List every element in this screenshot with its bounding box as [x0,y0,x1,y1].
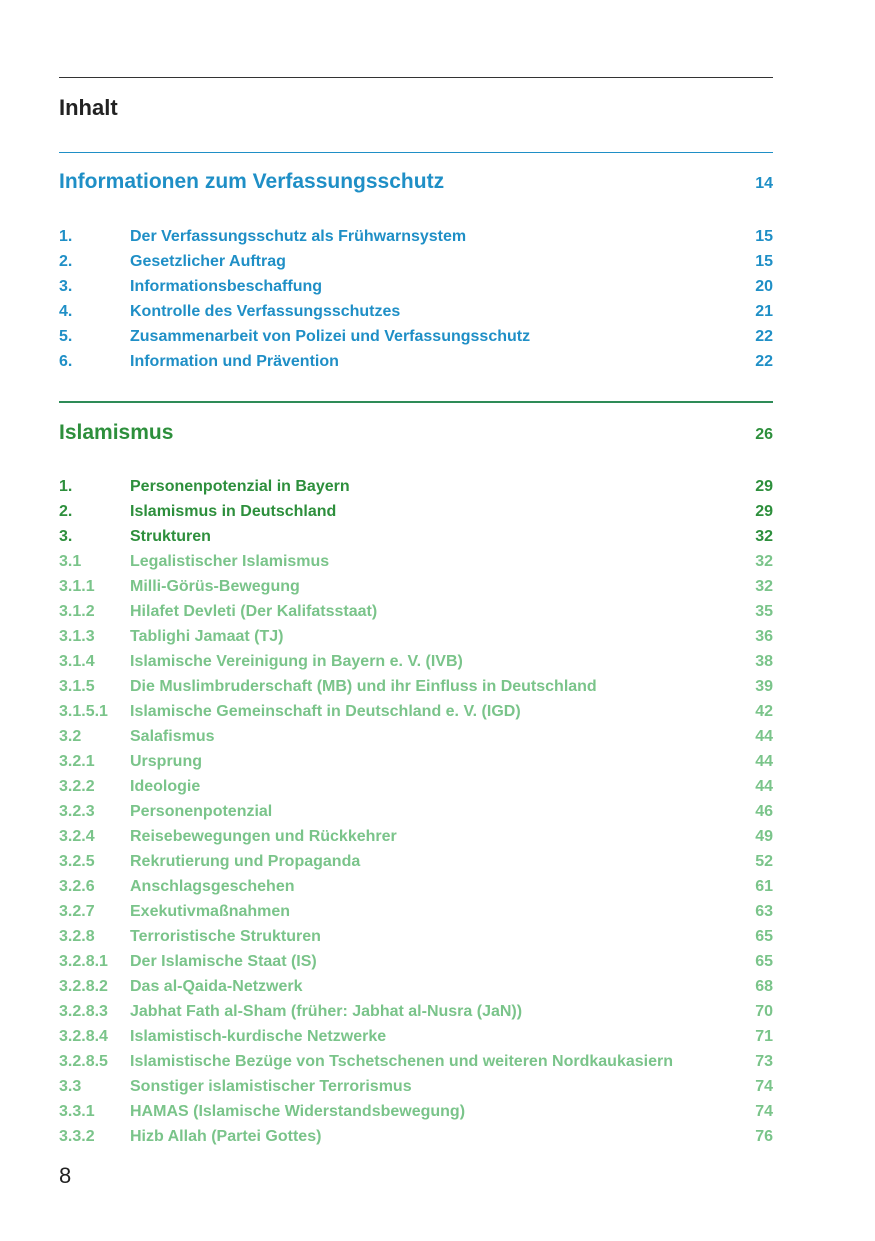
entry-page: 32 [755,577,773,595]
entry-label: Das al-Qaida-Netzwerk [130,977,303,995]
entry-number: 2. [59,252,73,270]
entry-page: 74 [755,1102,773,1120]
entry-label: HAMAS (Islamische Widerstandsbewegung) [130,1102,466,1120]
entry-number: 3.2.8.2 [59,977,108,995]
entry-page: 46 [755,802,773,820]
entry-page: 44 [755,752,773,770]
toc-entry[interactable] [59,574,773,599]
toc-entry[interactable] [59,1124,773,1149]
entry-page: 42 [755,702,773,720]
toc-entry[interactable] [59,849,773,874]
toc-entry[interactable] [59,324,773,349]
section2-entries [59,474,773,1149]
entry-page: 74 [755,1077,773,1095]
entry-label: Jabhat Fath al-Sham (früher: Jabhat al-Nusra (JaN)) [130,1002,523,1020]
page-title: Inhalt [59,95,118,120]
entry-number: 3.3 [59,1077,82,1095]
entry-page: 32 [755,552,773,570]
entry-number: 3.2.8.1 [59,952,108,970]
section2-page: 26 [755,426,773,443]
toc-entry[interactable] [59,874,773,899]
entry-label: Islamismus in Deutschland [130,502,337,520]
toc-entry[interactable] [59,899,773,924]
entry-page: 39 [755,677,773,695]
entry-label: Information und Prävention [130,352,339,370]
entry-number: 3.1.4 [59,652,95,670]
section1-title: Informationen zum Verfassungsschutz [59,170,445,193]
entry-label: Milli-Görüs-Bewegung [130,577,300,595]
toc-entry[interactable] [59,749,773,774]
entry-label: Tablighi Jamaat (TJ) [130,627,284,645]
top-rule [59,77,773,78]
entry-page: 73 [755,1052,773,1070]
page-number: 8 [59,1163,72,1188]
entry-number: 3.1 [59,552,82,570]
toc-entry[interactable] [59,774,773,799]
toc-entry[interactable] [59,724,773,749]
entry-number: 5. [59,327,73,345]
entry-number: 3.1.5.1 [59,702,108,720]
toc-entry[interactable] [59,249,773,274]
entry-number: 3.2.5 [59,852,95,870]
toc-entry[interactable] [59,599,773,624]
entry-label: Islamistische Bezüge von Tschetschenen und weiteren Nordkaukasiern [130,1052,673,1070]
entry-label: Ideologie [130,777,201,795]
toc-entry[interactable] [59,624,773,649]
entry-page: 61 [755,877,773,895]
entry-number: 1. [59,227,73,245]
entry-page: 49 [755,827,773,845]
entry-page: 65 [755,952,773,970]
entry-page: 44 [755,727,773,745]
entry-number: 3.2.3 [59,802,95,820]
toc-entry[interactable] [59,649,773,674]
section2-header [59,421,773,445]
entry-page: 15 [755,252,773,270]
entry-number: 6. [59,352,73,370]
toc-entry[interactable] [59,1074,773,1099]
toc-entry[interactable] [59,799,773,824]
entry-number: 3.2.8 [59,927,95,945]
entry-page: 76 [755,1127,773,1145]
entry-label: Islamische Vereinigung in Bayern e. V. (IVB) [130,652,463,670]
entry-label: Personenpotenzial [130,802,273,820]
entry-number: 3.1.3 [59,627,95,645]
entry-number: 3.2.8.5 [59,1052,108,1070]
entry-number: 3.2.7 [59,902,95,920]
entry-page: 65 [755,927,773,945]
entry-page: 15 [755,227,773,245]
toc-entry[interactable] [59,924,773,949]
toc-entry[interactable] [59,1024,773,1049]
entry-label: Islamistisch-kurdische Netzwerke [130,1027,387,1045]
entry-label: Exekutivmaßnahmen [130,902,291,920]
entry-label: Informationsbeschaffung [130,277,323,295]
toc-entry[interactable] [59,474,773,499]
entry-page: 52 [755,852,773,870]
entry-page: 36 [755,627,773,645]
entry-page: 29 [755,502,773,520]
entry-page: 71 [755,1027,773,1045]
toc-entry[interactable] [59,299,773,324]
entry-label: Kontrolle des Verfassungsschutzes [130,302,401,320]
toc-entry[interactable] [59,499,773,524]
entry-number: 3.1.2 [59,602,95,620]
entry-page: 70 [755,1002,773,1020]
entry-label: Anschlagsgeschehen [130,877,295,895]
toc-entry[interactable] [59,1049,773,1074]
toc-entry[interactable] [59,274,773,299]
toc-entry[interactable] [59,824,773,849]
entry-number: 3.3.1 [59,1102,95,1120]
toc-entry[interactable] [59,999,773,1024]
entry-number: 3.2.2 [59,777,95,795]
toc-entry[interactable] [59,949,773,974]
entry-page: 38 [755,652,773,670]
toc-entry[interactable] [59,549,773,574]
entry-page: 68 [755,977,773,995]
entry-label: Ursprung [130,752,202,770]
section1-rule [59,152,773,153]
entry-label: Die Muslimbruderschaft (MB) und ihr Einfluss in Deutschland [130,677,597,695]
toc-entry[interactable] [59,224,773,249]
entry-label: Legalistischer Islamismus [130,552,330,570]
toc-entry[interactable] [59,524,773,549]
entry-number: 3. [59,277,73,295]
entry-number: 3.2 [59,727,82,745]
section1-entries [59,224,773,374]
entry-number: 3.1.5 [59,677,95,695]
entry-number: 3.2.8.3 [59,1002,108,1020]
entry-number: 2. [59,502,73,520]
entry-label: Strukturen [130,527,211,545]
entry-label: Reisebewegungen und Rückkehrer [130,827,397,845]
section2-rule [59,401,773,403]
entry-page: 35 [755,602,773,620]
entry-page: 29 [755,477,773,495]
entry-page: 44 [755,777,773,795]
entry-number: 3.2.1 [59,752,95,770]
entry-label: Salafismus [130,727,215,745]
entry-label: Gesetzlicher Auftrag [130,252,286,270]
entry-number: 3.1.1 [59,577,95,595]
entry-label: Sonstiger islamistischer Terrorismus [130,1077,412,1095]
entry-label: Zusammenarbeit von Polizei und Verfassungsschutz [130,327,531,345]
entry-page: 22 [755,352,773,370]
entry-label: Hizb Allah (Partei Gottes) [130,1127,322,1145]
section1-page: 14 [755,175,773,192]
section2-title: Islamismus [59,421,174,444]
section1-header [59,170,773,194]
entry-label: Islamische Gemeinschaft in Deutschland e. V. (IGD) [130,702,521,720]
entry-label: Der Verfassungsschutz als Frühwarnsystem [130,227,467,245]
toc-entry[interactable] [59,349,773,374]
entry-number: 3.2.6 [59,877,95,895]
entry-page: 21 [755,302,773,320]
entry-page: 20 [755,277,773,295]
entry-page: 32 [755,527,773,545]
entry-label: Terroristische Strukturen [130,927,321,945]
entry-page: 22 [755,327,773,345]
entry-number: 3.2.8.4 [59,1027,108,1045]
entry-number: 3. [59,527,73,545]
entry-label: Der Islamische Staat (IS) [130,952,317,970]
entry-label: Personenpotenzial in Bayern [130,477,350,495]
toc-entry[interactable] [59,1099,773,1124]
entry-number: 3.3.2 [59,1127,95,1145]
entry-page: 63 [755,902,773,920]
entry-label: Hilafet Devleti (Der Kalifatsstaat) [130,602,378,620]
entry-number: 4. [59,302,73,320]
toc-entry[interactable] [59,974,773,999]
entry-number: 1. [59,477,73,495]
toc-entry[interactable] [59,674,773,699]
entry-label: Rekrutierung und Propaganda [130,852,361,870]
toc-entry[interactable] [59,699,773,724]
entry-number: 3.2.4 [59,827,95,845]
